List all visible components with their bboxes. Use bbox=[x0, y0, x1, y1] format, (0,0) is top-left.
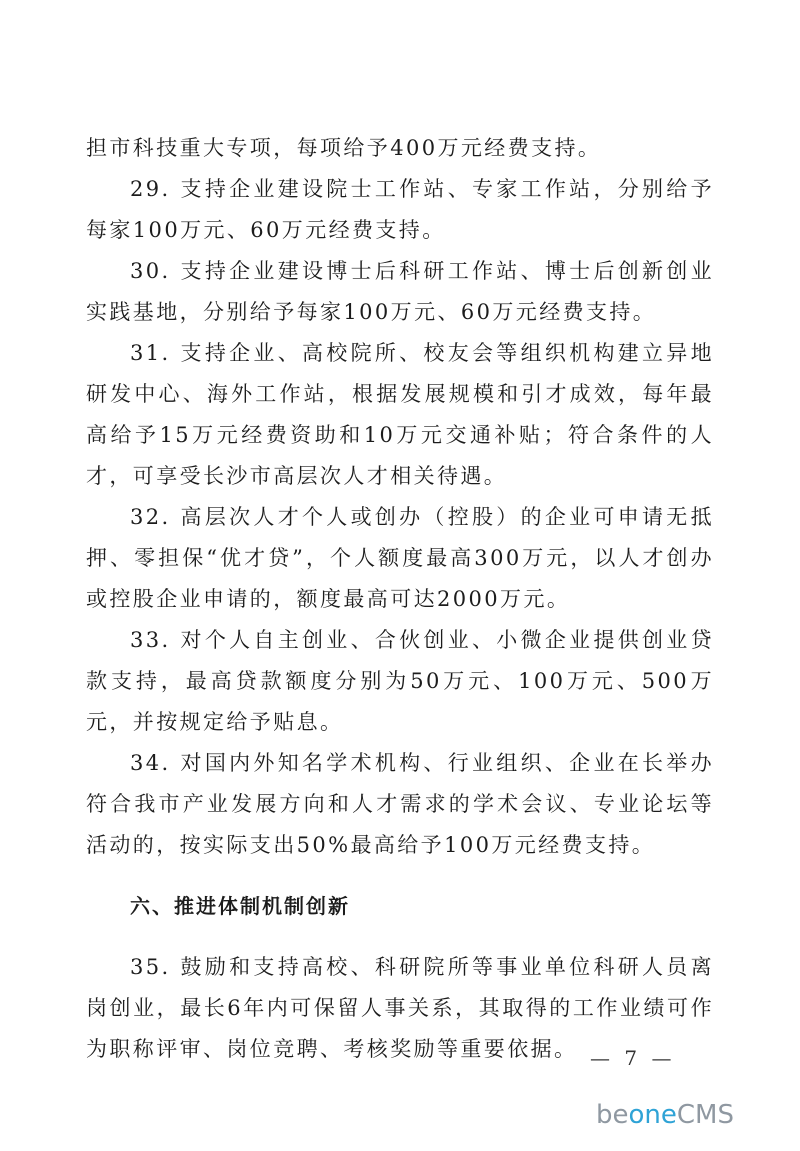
paragraph-continuation: 担市科技重大专项，每项给予400万元经费支持。 bbox=[86, 136, 602, 160]
paragraph-35: 35. 鼓励和支持高校、科研院所等事业单位科研人员离岗创业，最长6年内可保留人事关系，其取得的工作业绩可作为职称评审、岗位竞聘、考核奖励等重要依据。 bbox=[86, 955, 714, 1061]
paragraph-31: 31. 支持企业、高校院所、校友会等组织机构建立异地研发中心、海外工作站，根据发展规模和引才成效，每年最高给予15万元经费资助和10万元交通补贴；符合条件的人才，可享受长沙市高层次人才相关待遇。 bbox=[86, 341, 714, 488]
watermark-logo bbox=[596, 1100, 734, 1130]
paragraph-34: 34. 对国内外知名学术机构、行业组织、企业在长举办符合我市产业发展方向和人才需求的学术会议、专业论坛等活动的，按实际支出50%最高给予100万元经费支持。 bbox=[86, 751, 714, 857]
page-number: — 7 — bbox=[590, 1046, 676, 1070]
section-heading: 六、推进体制机制创新 bbox=[130, 894, 350, 918]
paragraph-30: 30. 支持企业建设博士后科研工作站、博士后创新创业实践基地，分别给予每家100万元、60万元经费支持。 bbox=[86, 259, 714, 324]
paragraph-29: 29. 支持企业建设院士工作站、专家工作站，分别给予每家100万元、60万元经费支持。 bbox=[86, 177, 714, 242]
watermark-part-be: be bbox=[596, 1100, 629, 1130]
watermark-part-cms: CMS bbox=[676, 1100, 734, 1130]
watermark-part-one: one bbox=[628, 1100, 677, 1130]
paragraph-32: 32. 高层次人才个人或创办（控股）的企业可申请无抵押、零担保“优才贷”，个人额度最高300万元，以人才创办或控股企业申请的，额度最高可达2000万元。 bbox=[86, 505, 714, 611]
paragraph-33: 33. 对个人自主创业、合伙创业、小微企业提供创业贷款支持，最高贷款额度分别为50万元、100万元、500万元，并按规定给予贴息。 bbox=[86, 628, 714, 734]
